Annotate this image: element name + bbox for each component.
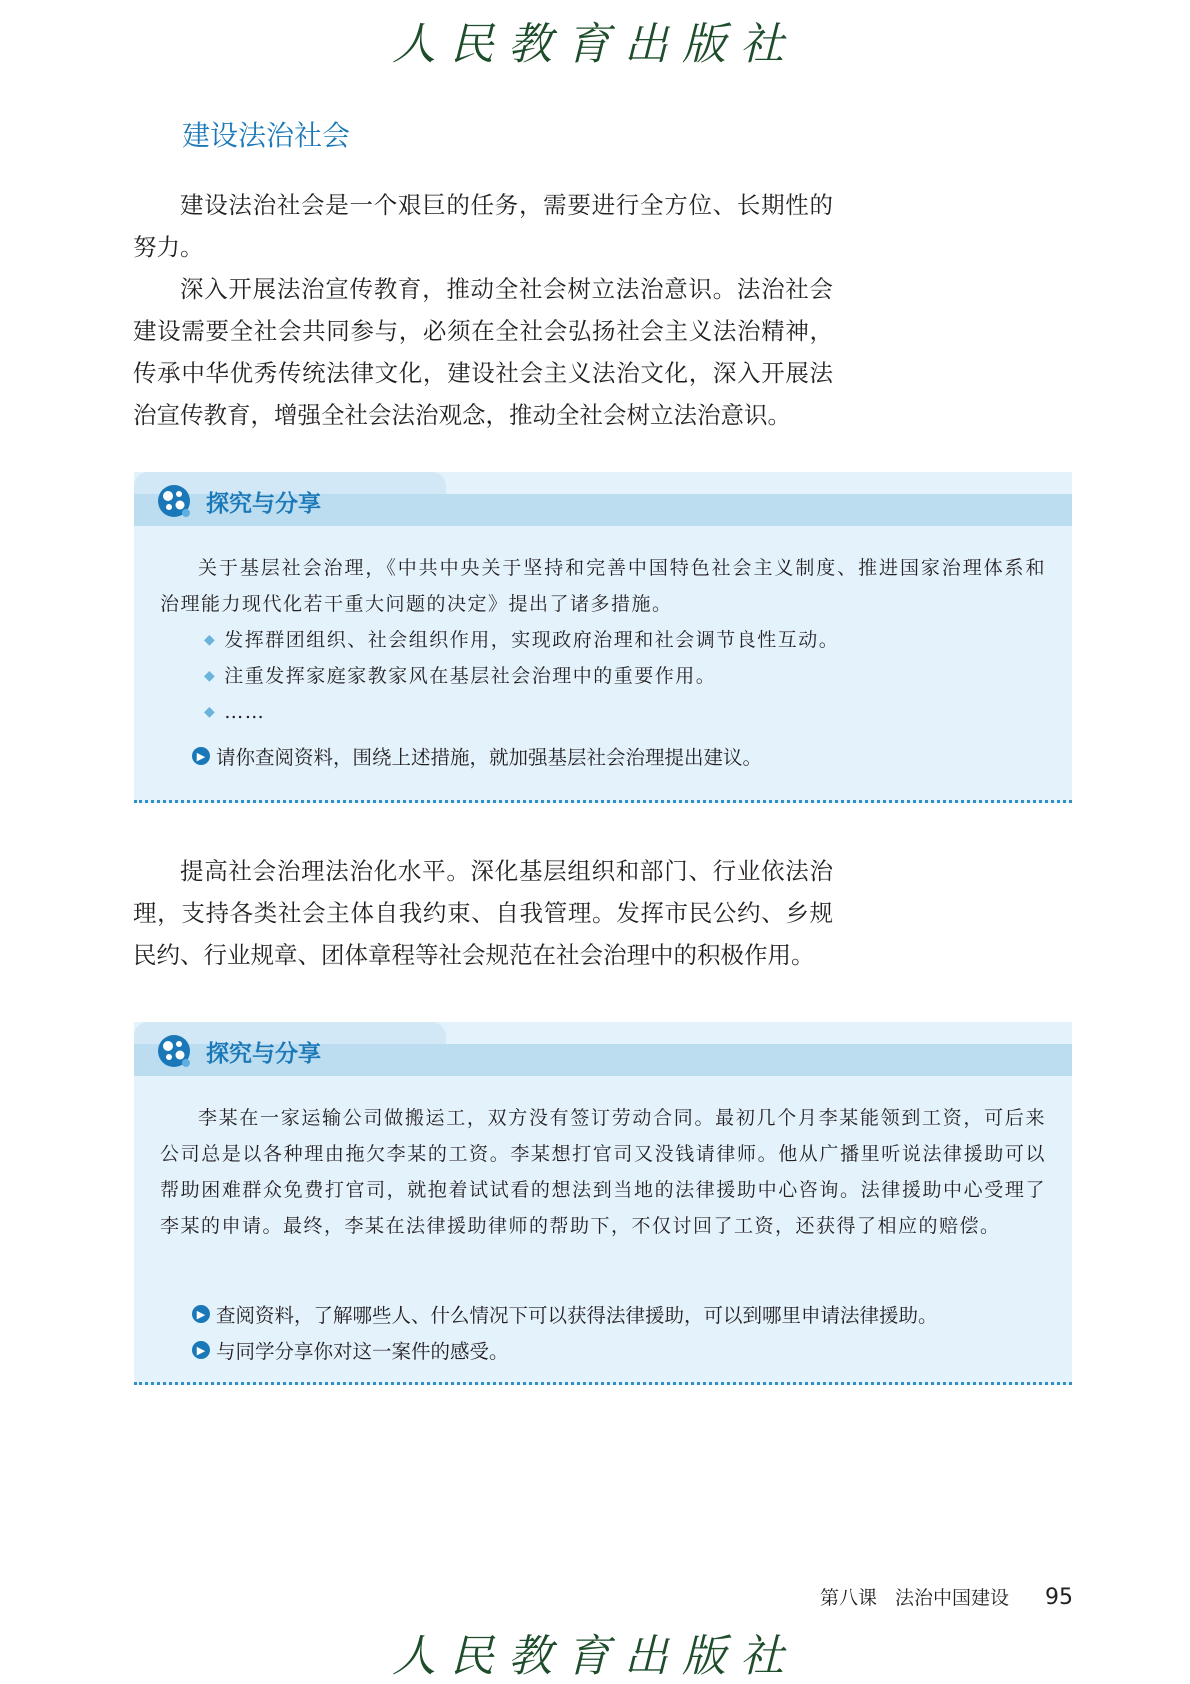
list-item: ◆ 发挥群团组织、社会组织作用，实现政府治理和社会调节良性互动。 [160,622,1046,658]
arrow-right-icon: ▶ [192,1341,210,1359]
publisher-watermark-top: 人民教育出版社 [392,19,798,70]
footer-lesson: 第八课 [820,1587,878,1609]
footer-chapter: 法治中国建设 [895,1587,1010,1609]
card-1-body [160,550,1046,730]
paragraph-1: 建设法治社会是一个艰巨的任务，需要进行全方位、长期性的努力。 [133,191,833,261]
card-title: 探究与分享 [206,490,321,517]
paragraph-2: 深入开展法治宣传教育，推动全社会树立法治意识。法治社会建设需要全社会共同参与，必须在全社会弘扬社会主义法治精神，传承中华优秀传统法律文化，建设社会主义法治文化，深入开展法治宣传教育，增强全社会法治观念，推动全社会树立法治意识。 [133,275,833,429]
section-title: 建设法治社会 [182,119,351,152]
list-item: ◆ 注重发挥家庭家教家风在基层社会治理中的重要作用。 [160,658,1046,694]
publisher-watermark-bottom: 人民教育出版社 [392,1631,798,1682]
card-title: 探究与分享 [206,1040,321,1067]
card-2-body [160,1100,1046,1244]
molecule-icon [156,483,192,519]
body-paragraphs-1 [133,184,833,436]
arrow-right-icon: ▶ [192,747,210,765]
page-footer [820,1583,1073,1610]
card-2-story: 李某在一家运输公司做搬运工，双方没有签订劳动合同。最初几个月李某能领到工资，可后来公司总是以各种理由拖欠李某的工资。李某想打官司又没钱请律师。他从广播里听说法律援助可以帮助困难群众免费打官司，就抱着试试看的想法到当地的法律援助中心咨询。法律援助中心受理了李某的申请。最终，李某在法律援助律师的帮助下，不仅讨回了工资，还获得了相应的赔偿。 [160,1107,1046,1237]
body-paragraphs-2 [133,850,833,976]
molecule-icon [156,1033,192,1069]
paragraph-3: 提高社会治理法治化水平。深化基层组织和部门、行业依法治理，支持各类社会主体自我约束、自我管理。发挥市民公约、乡规民约、行业规章、团体章程等社会规范在社会治理中的积极作用。 [133,857,833,969]
diamond-bullet-icon: ◆ [204,668,217,684]
card-1-intro: 关于基层社会治理，《中共中央关于坚持和完善中国特色社会主义制度、推进国家治理体系和治理能力现代化若干重大问题的决定》提出了诸多措施。 [160,557,1046,615]
page-number: 95 [1045,1585,1074,1610]
explore-share-card-1 [134,472,1072,803]
card-2-prompt-1: ▶ 查阅资料，了解哪些人、什么情况下可以获得法律援助，可以到哪里申请法律援助。 [192,1300,938,1328]
card-1-prompt: ▶ 请你查阅资料，围绕上述措施，就加强基层社会治理提出建议。 [192,742,762,770]
diamond-bullet-icon: ◆ [204,632,217,648]
arrow-right-icon: ▶ [192,1305,210,1323]
explore-share-card-2 [134,1022,1072,1385]
list-item: ◆ …… [160,694,1046,730]
card-2-prompt-2: ▶ 与同学分享你对这一案件的感受。 [192,1336,509,1364]
diamond-bullet-icon: ◆ [204,704,217,720]
